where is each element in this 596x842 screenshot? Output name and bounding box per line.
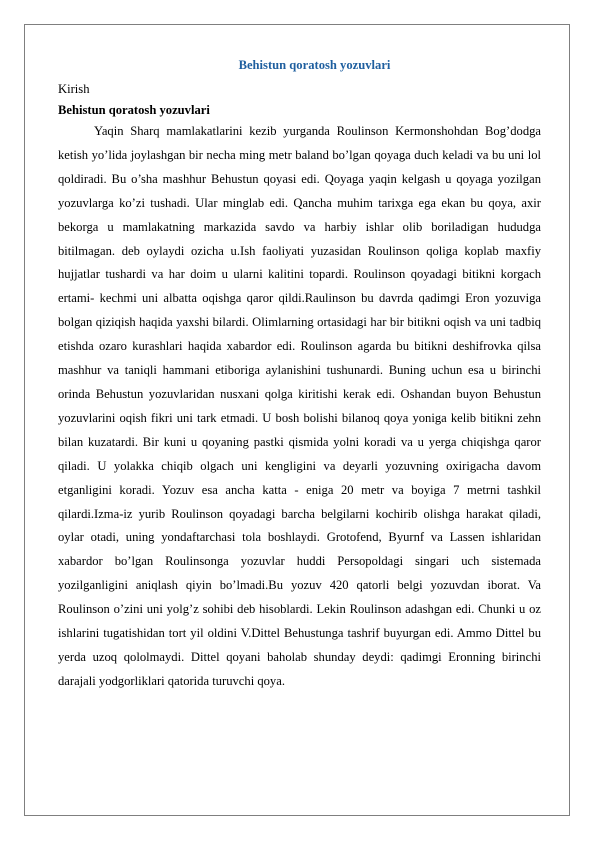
document-title: Behistun qoratosh yozuvlari	[238, 58, 391, 72]
intro-label: Kirish	[58, 82, 90, 96]
document-body	[58, 56, 541, 694]
section-heading: Behistun qoratosh yozuvlari	[58, 103, 210, 117]
body-paragraph: Yaqin Sharq mamlakatlarini kezib yurganda Roulinson Kermonshohdan Bog’dodga ketish yo’lida joylashgan bir necha ming metr baland bo’lgan qoyaga duch keladi va bu uni lol qoldiradi. Bu o’sha mashhur Behustun qoyasi edi. Qoyaga yaqin kelgash u qoyaga yozilgan yozuvlarga ko’zi tushadi. Ular minglab edi. Qancha muhim tarixga ega ekan bu qoya, axir bekorga u mamlakatning markazida savdo va harbiy ishlar olib boriladigan hududga bitilmagan. deb oylaydi ozicha u.Ish faoliyati yuzasidan Roulinson qoliga koplab maxfiy hujjatlar tushardi va har doim u ularni kalitini topardi. Roulinson qoyadagi bitikni korgach ertami- kechmi uni albatta oqishga qaror qildi.Raulinson bu davrda qadimgi Eron yozuviga bolgan qiziqish haqida yaxshi bilardi. Olimlarning ortasidagi har bir bitikni oqish va uni tadbiq etishda ozaro kurashlari haqida xabardor edi. Roulinson agarda bu bitikni deshifrovka qilsa mashhur va taniqli hammani etiboriga aylanishini tushunardi. Buning uchun esa u birinchi orinda Behustun yozuvlaridan nusxani qolga kiritishi kerak edi. Oshandan buyon Behustun yozuvlarini oqish fikri uni tark etmadi. U bosh bolishi bilanoq qoya yoniga kelib bitikni zehn bilan kuzatardi. Bir kuni u qoyaning pastki qismida yolni koradi va u yerga chiqishga qaror qiladi. U yolakka chiqib olgach uni kengligini va deyarli yozuvning oxirigacha davom etganligini koradi. Yozuv esa ancha katta - eniga 20 metr va boyiga 7 metrni tashkil qilardi.Izma-iz yurib Roulinson qoyadagi barcha belgilarni kochirib olishga harakat qiladi, oylar otadi, uning yondaftarchasi tola boshlaydi. Grotofend, Byurnf va Lassen ishlaridan xabardor bo’lgan Roulinsonga yozuvlar huddi Persopoldagi singari uch sistemada yozilganligini aniqlash qiyin bo’lmadi.Bu yozuv 420 qatorli belgi yozuvdan iborat. Va Roulinson o’zini uni yolg’z sohibi deb hisoblardi. Lekin Roulinson adashgan edi. Chunki u oz ishlarini tugatishidan tort yil oldini V.Dittel Behustunga tashrif buyurgan edi. Ammo Dittel bu yerda uzoq qololmaydi. Dittel qoyani baholab shunday deydi: qadimgi Eronning birinchi darajali yodgorliklari qatorida turuvchi qoya.	[58, 124, 541, 688]
